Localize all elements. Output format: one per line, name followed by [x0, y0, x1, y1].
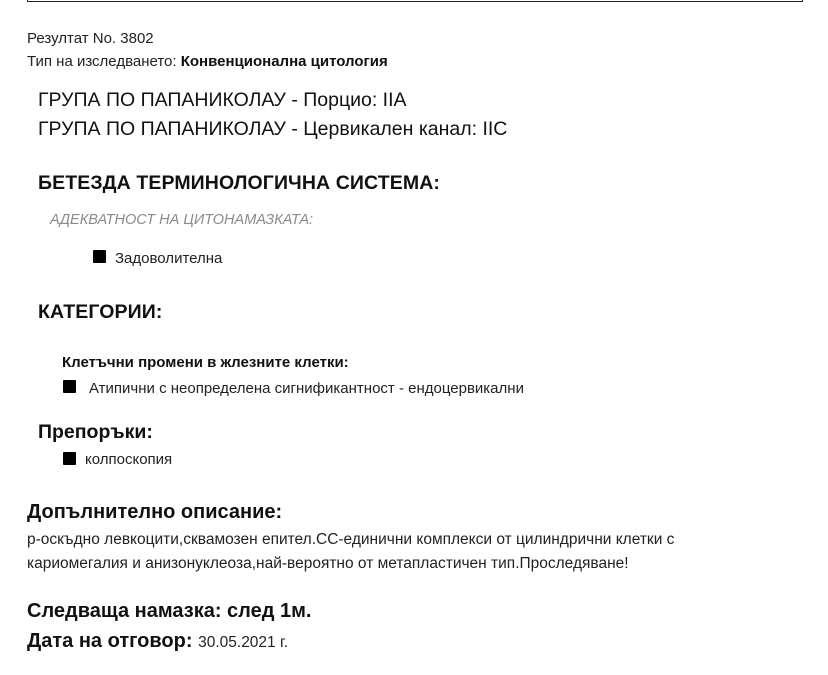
additional-description-line-2: кариомегалия и анизонуклеоза,най-вероятно от метапластичен тип.Проследяване!	[27, 555, 629, 572]
answer-date-line	[27, 630, 288, 653]
pap-group-portio: ГРУПА ПО ПАПАНИКОЛАУ - Порцио: IIA	[38, 89, 407, 111]
answer-date-label: Дата на отговор:	[27, 630, 193, 652]
categories-heading: КАТЕГОРИИ:	[38, 301, 163, 323]
recommendation-item	[63, 451, 172, 468]
additional-description-line-1: р-оскъдно левкоцити,сквамозен епител.СС-единични комплекси от цилиндрични клетки с	[27, 531, 675, 548]
adequacy-item	[93, 250, 222, 267]
exam-type-line	[27, 53, 388, 70]
category-item	[63, 380, 524, 397]
exam-type-value: Конвенционална цитология	[180, 53, 388, 70]
answer-date-value: 30.05.2021 г.	[198, 634, 289, 651]
adequacy-value: Задоволителна	[115, 250, 223, 267]
bullet-square-icon	[63, 452, 76, 465]
additional-description-heading: Допълнително описание:	[27, 501, 283, 523]
recommendations-heading: Препоръки:	[38, 421, 153, 443]
pap-group-cervical-canal: ГРУПА ПО ПАПАНИКОЛАУ - Цервикален канал: IIC	[38, 118, 508, 140]
exam-type-label: Тип на изследването:	[27, 53, 177, 70]
bullet-square-icon	[63, 380, 76, 393]
recommendation-item-text: колпоскопия	[85, 451, 173, 468]
cell-changes-subheading: Клетъчни промени в жлезните клетки:	[62, 354, 349, 371]
adequacy-label: АДЕКВАТНОСТ НА ЦИТОНАМАЗКАТА:	[50, 212, 314, 228]
top-frame-border	[27, 0, 803, 2]
result-number: 3802	[120, 30, 154, 47]
bullet-square-icon	[93, 250, 106, 263]
bethesda-heading: БЕТЕЗДА ТЕРМИНОЛОГИЧНА СИСТЕМА:	[38, 172, 440, 194]
next-smear: Следваща намазка: след 1м.	[27, 600, 312, 622]
result-number-line	[27, 30, 154, 47]
category-item-text: Атипични с неопределена сигнификантност - ендоцервикални	[89, 380, 524, 397]
result-label: Резултат No.	[27, 30, 117, 47]
